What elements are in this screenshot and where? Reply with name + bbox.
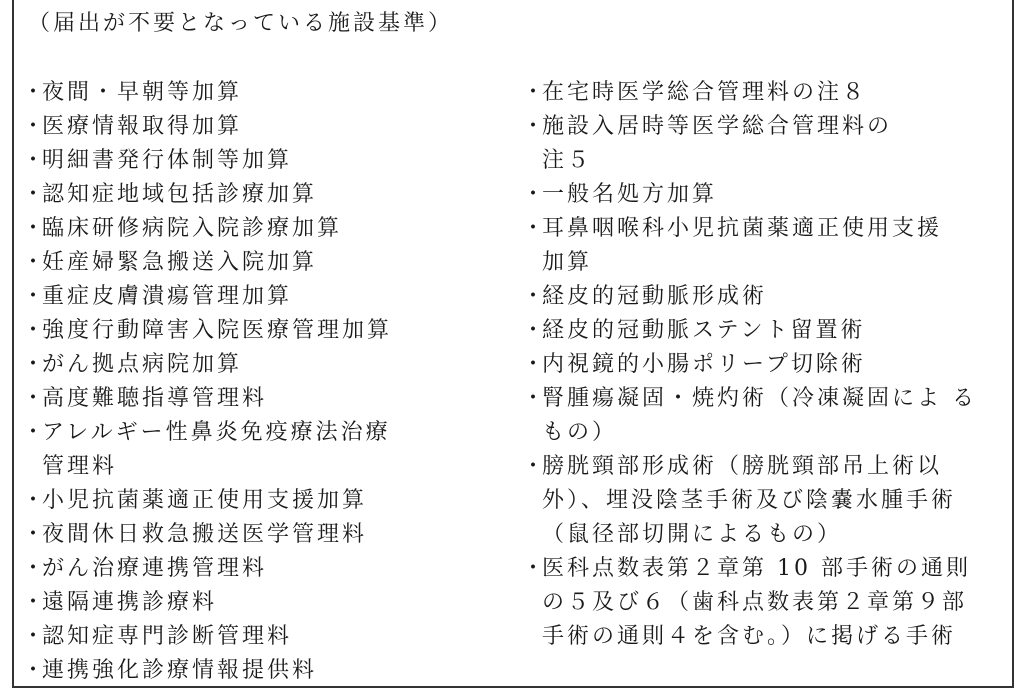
list-item [22,178,512,212]
list-item [22,416,512,484]
bullet-marker: ・ [22,148,48,173]
list-item [22,382,512,416]
list-item-text: 認知症地域包括診療加算 [42,182,318,207]
list-item [522,314,1012,348]
list-item [522,110,1012,178]
bullet-marker: ・ [522,318,548,343]
list-item-text: の５及び６（歯科点数表第２章第９部 [542,590,968,615]
bullet-marker: ・ [522,454,548,479]
list-item-text: 明細書発行体制等加算 [42,148,293,173]
list-item-text: 注５ [542,148,593,173]
list-item [22,76,512,110]
list-item-text: 在宅時医学総合管理料の注８ [542,80,868,105]
list-item-text: 小児抗菌薬適正使用支援加算 [42,488,368,513]
list-item [522,382,1012,450]
list-item-text: 経皮的冠動脈ステント留置術 [542,318,866,343]
bullet-marker: ・ [522,114,548,139]
bullet-marker: ・ [22,624,48,649]
list-item [22,552,512,586]
list-item-text: 一般名処方加算 [542,182,718,207]
list-item-text: 医科点数表第２章第 10 部手術の通則 [542,556,971,581]
bullet-marker: ・ [522,386,548,411]
section-title: （届出が不要となっている施設基準） [28,11,454,36]
list-item-text: 遠隔連携診療料 [42,590,218,615]
bullet-marker: ・ [22,590,48,615]
list-item [22,280,512,314]
list-item-text: （鼠径部切開によるもの） [542,522,843,547]
bullet-marker: ・ [22,284,48,309]
list-item-text: 妊産婦緊急搬送入院加算 [42,250,318,275]
list-item-text: 認知症専門診断管理料 [42,624,293,649]
bullet-marker: ・ [22,114,48,139]
list-item [522,552,1012,654]
list-item [22,654,512,688]
bullet-marker: ・ [22,352,48,377]
list-item [22,348,512,382]
bullet-marker: ・ [522,216,548,241]
bullet-marker: ・ [522,284,548,309]
bullet-marker: ・ [22,420,48,445]
bullet-marker: ・ [22,522,48,547]
list-item [22,246,512,280]
list-item-text: 重症皮膚潰瘍管理加算 [42,284,293,309]
list-item [22,586,512,620]
bullet-marker: ・ [522,352,548,377]
bullet-marker: ・ [22,250,48,275]
list-item-text: 臨床研修病院入院診療加算 [42,216,343,241]
bullet-marker: ・ [22,556,48,581]
list-item-text: 医療情報取得加算 [42,114,243,139]
list-item-text: 耳鼻咽喉科小児抗菌薬適正使用支援 [542,216,943,241]
list-item-text: 夜間休日救急搬送医学管理料 [42,522,368,547]
list-item-text: がん治療連携管理料 [42,556,268,581]
bullet-marker: ・ [22,182,48,207]
list-item [522,212,1012,280]
list-item-text: がん拠点病院加算 [42,352,243,377]
list-item [22,144,512,178]
list-item-text: 加算 [542,250,593,275]
list-item [22,314,512,348]
list-item [522,280,1012,314]
bullet-marker: ・ [22,216,48,241]
list-item-text: 高度難聴指導管理料 [42,386,268,411]
list-item-text: 施設入居時等医学総合管理料の [542,114,893,139]
bullet-marker: ・ [22,658,48,683]
bullet-marker: ・ [522,182,548,207]
list-item-text: 外）、埋没陰茎手術及び陰嚢水腫手術 [542,488,957,513]
list-item-text: 腎腫瘍凝固・焼灼術（冷凍凝固によ る [542,386,977,411]
list-item [22,620,512,654]
bullet-marker: ・ [522,556,548,581]
list-item [522,348,1012,382]
list-item-text: 手術の通則４を含む。）に掲げる手術 [542,624,957,649]
right-column [522,76,1012,654]
bullet-marker: ・ [522,80,548,105]
bullet-marker: ・ [22,80,48,105]
bullet-marker: ・ [22,318,48,343]
left-column [22,76,512,688]
list-item-text: 連携強化診療情報提供料 [42,658,318,683]
list-item-text: 夜間・早朝等加算 [42,80,243,105]
list-item-text: アレルギー性鼻炎免疫療法治療 [42,420,391,445]
list-item [22,110,512,144]
list-item [22,484,512,518]
list-item [522,76,1012,110]
list-item-text: 膀胱頸部形成術（膀胱頸部吊上術以 [542,454,943,479]
list-item-text: 内視鏡的小腸ポリープ切除術 [542,352,866,377]
bullet-marker: ・ [22,488,48,513]
list-item-text: 管理料 [42,454,118,479]
list-item [522,450,1012,552]
list-item [22,212,512,246]
bullet-marker: ・ [22,386,48,411]
list-item-text: もの） [542,420,618,445]
list-item [22,518,512,552]
list-item-text: 経皮的冠動脈形成術 [542,284,768,309]
list-item-text: 強度行動障害入院医療管理加算 [42,318,393,343]
list-item [522,178,1012,212]
